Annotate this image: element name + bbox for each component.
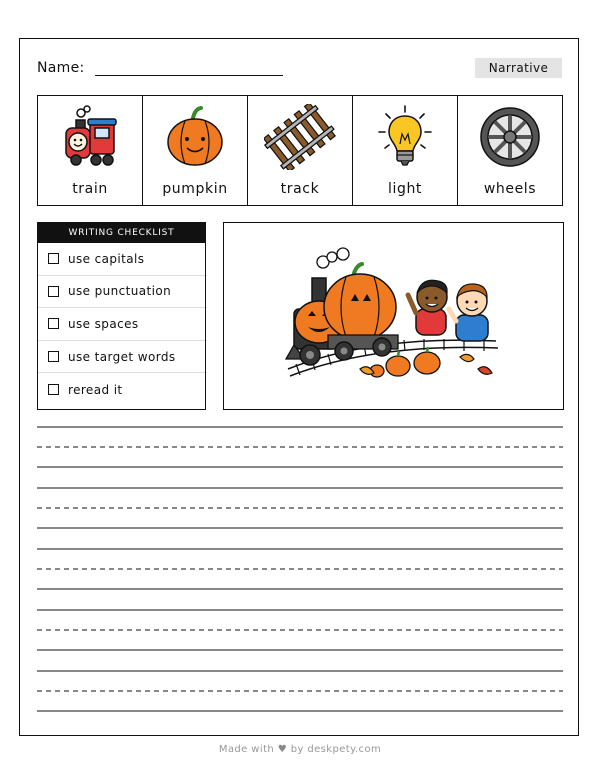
name-label: Name: xyxy=(37,59,85,76)
pumpkin-train-illustration xyxy=(224,223,562,408)
light-bulb-icon xyxy=(373,104,437,170)
footer-prefix: Made with xyxy=(218,744,275,755)
writing-lines[interactable] xyxy=(37,425,563,715)
train-icon xyxy=(58,104,122,170)
genre-badge: Narrative xyxy=(475,58,562,78)
checklist-item-label: use spaces xyxy=(68,316,139,331)
checklist-item[interactable] xyxy=(38,373,205,406)
checklist-item[interactable] xyxy=(38,341,205,374)
story-picture xyxy=(223,222,564,410)
name-row xyxy=(37,59,283,76)
word-label-wheels: wheels xyxy=(483,181,537,197)
checklist-item[interactable] xyxy=(38,276,205,309)
footer-credit xyxy=(0,744,600,755)
heart-icon: ♥ xyxy=(277,744,288,755)
word-bank xyxy=(37,95,563,206)
word-card-light xyxy=(353,96,458,205)
name-input-line[interactable] xyxy=(95,59,283,76)
checklist-item-label: use target words xyxy=(68,349,176,364)
word-label-track: track xyxy=(280,181,320,197)
word-card-pumpkin xyxy=(143,96,248,205)
checkbox[interactable] xyxy=(48,318,59,329)
pumpkin-icon xyxy=(163,104,227,170)
footer-suffix: by deskpety.com xyxy=(290,744,382,755)
word-card-track xyxy=(248,96,353,205)
checklist-item-label: reread it xyxy=(68,382,123,397)
worksheet xyxy=(19,38,579,736)
checkbox[interactable] xyxy=(48,384,59,395)
word-label-pumpkin: pumpkin xyxy=(162,181,228,197)
railroad-track-icon xyxy=(264,104,336,170)
checkbox[interactable] xyxy=(48,351,59,362)
checklist-item-label: use capitals xyxy=(68,251,145,266)
checkbox[interactable] xyxy=(48,253,59,264)
checklist-item[interactable] xyxy=(38,308,205,341)
checklist-item-label: use punctuation xyxy=(68,284,172,299)
word-card-wheels xyxy=(458,96,562,205)
word-label-light: light xyxy=(387,181,423,197)
word-label-train: train xyxy=(72,181,108,197)
writing-checklist xyxy=(37,222,206,410)
wheel-icon xyxy=(478,104,542,170)
checklist-item[interactable] xyxy=(38,243,205,276)
checklist-title: WRITING CHECKLIST xyxy=(38,223,205,243)
checkbox[interactable] xyxy=(48,286,59,297)
word-card-train xyxy=(38,96,143,205)
